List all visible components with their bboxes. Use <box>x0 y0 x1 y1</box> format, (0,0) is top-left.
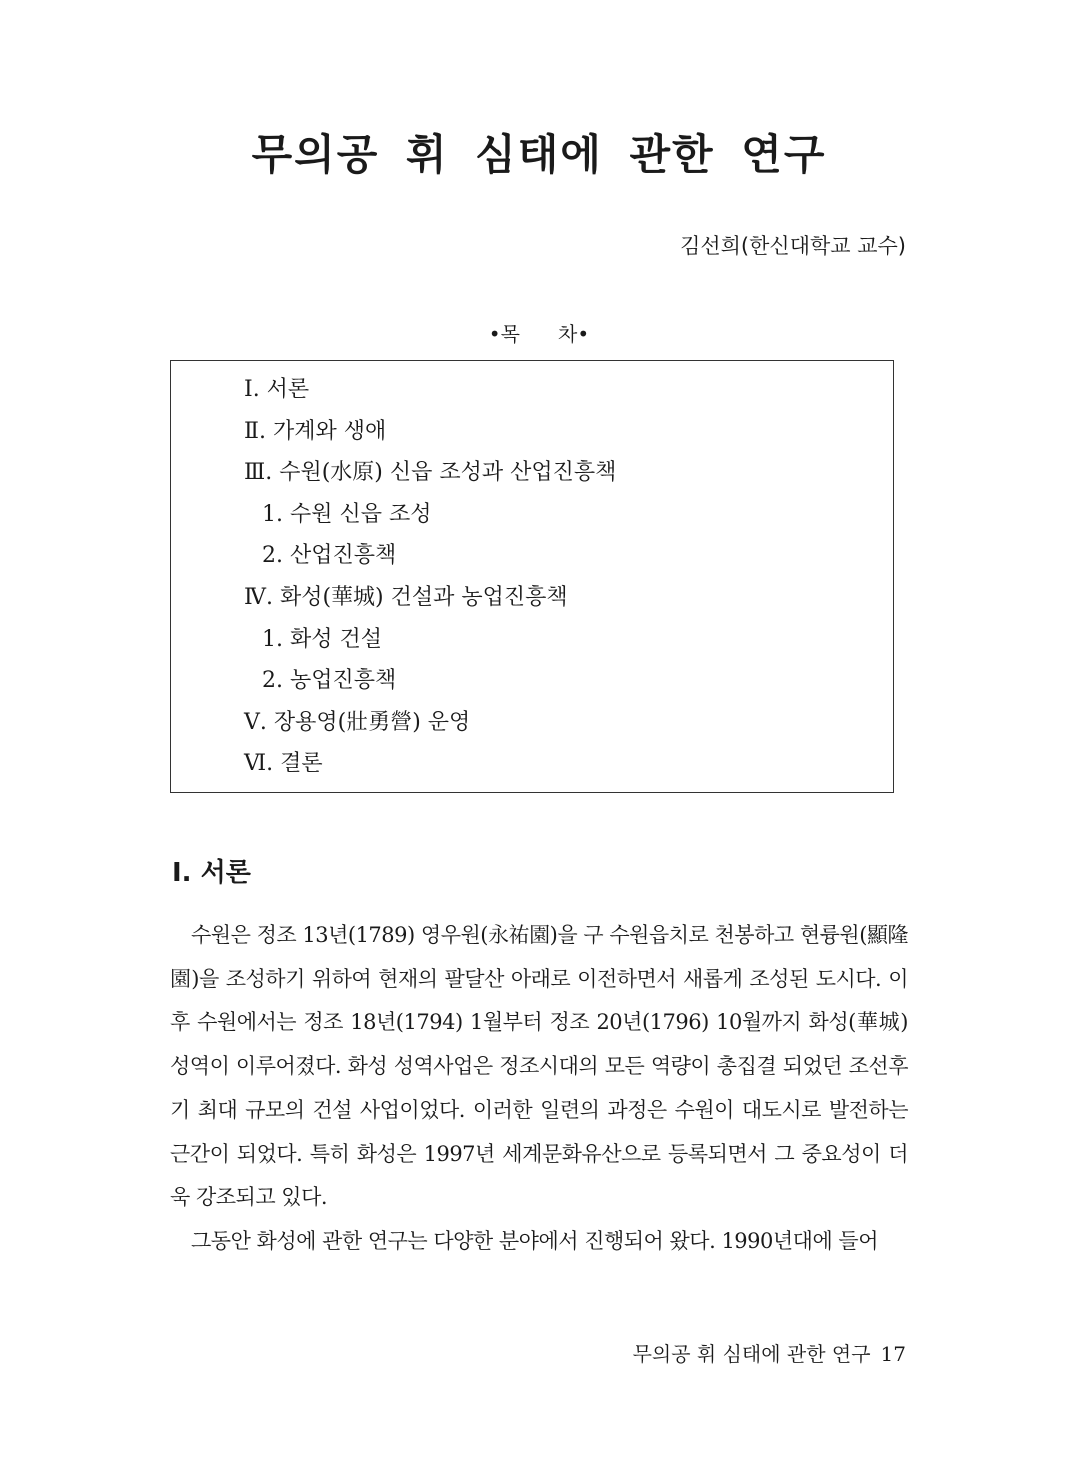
paragraph: 수원은 정조 13년(1789) 영우원(永祐園)을 구 수원읍치로 천봉하고 현륭원(顯隆園)을 조성하기 위하여 현재의 팔달산 아래로 이전하면서 새롭게 조성된 도시다. 이후 수원에서는 정조 18년(1794) 1월부터 정조 20년(1796) 10월까지 화성(華城) 성역이 이루어졌다. 화성 성역사업은 정조시대의 모든 역량이 총집결 되었던 조선후기 최대 규모의 건설 사업이었다. 이러한 일련의 과정은 수원이 대도시로 발전하는 근간이 되었다. 특히 화성은 1997년 세계문화유산으로 등록되면서 그 중요성이 더욱 강조되고 있다. <box>170 923 908 1210</box>
toc-item: Ⅴ. 장용영(壯勇營) 운영 <box>244 709 471 735</box>
page-number: 17 <box>880 1342 906 1366</box>
toc-subitem: 1. 수원 신읍 조성 <box>262 501 432 527</box>
toc-list <box>244 369 616 785</box>
toc-subitem: 2. 산업진흥책 <box>262 543 397 569</box>
toc-heading: •목 차• <box>488 322 590 346</box>
author-line: 김선희(한신대학교 교수) <box>680 234 906 258</box>
toc-item: Ⅱ. 가계와 생애 <box>244 418 387 444</box>
toc-subitem: 1. 화성 건설 <box>262 626 382 652</box>
toc-item: Ⅵ. 결론 <box>244 751 323 777</box>
toc-item: Ⅲ. 수원(水原) 신읍 조성과 산업진흥책 <box>244 460 617 486</box>
toc-item: Ⅳ. 화성(華城) 건설과 농업진흥책 <box>244 584 568 610</box>
table-of-contents <box>170 360 894 793</box>
toc-item: Ⅰ. 서론 <box>244 377 310 402</box>
toc-subitem: 2. 농업진흥책 <box>262 668 397 694</box>
section-heading: Ⅰ. 서론 <box>172 858 251 888</box>
page-footer <box>633 1338 906 1367</box>
page-title: 무의공 휘 심태에 관한 연구 <box>251 130 827 179</box>
body-text <box>170 914 908 1264</box>
paragraph: 그동안 화성에 관한 연구는 다양한 분야에서 진행되어 왔다. 1990년대에 들어 <box>191 1228 878 1253</box>
running-title: 무의공 휘 심태에 관한 연구 <box>632 1342 871 1366</box>
